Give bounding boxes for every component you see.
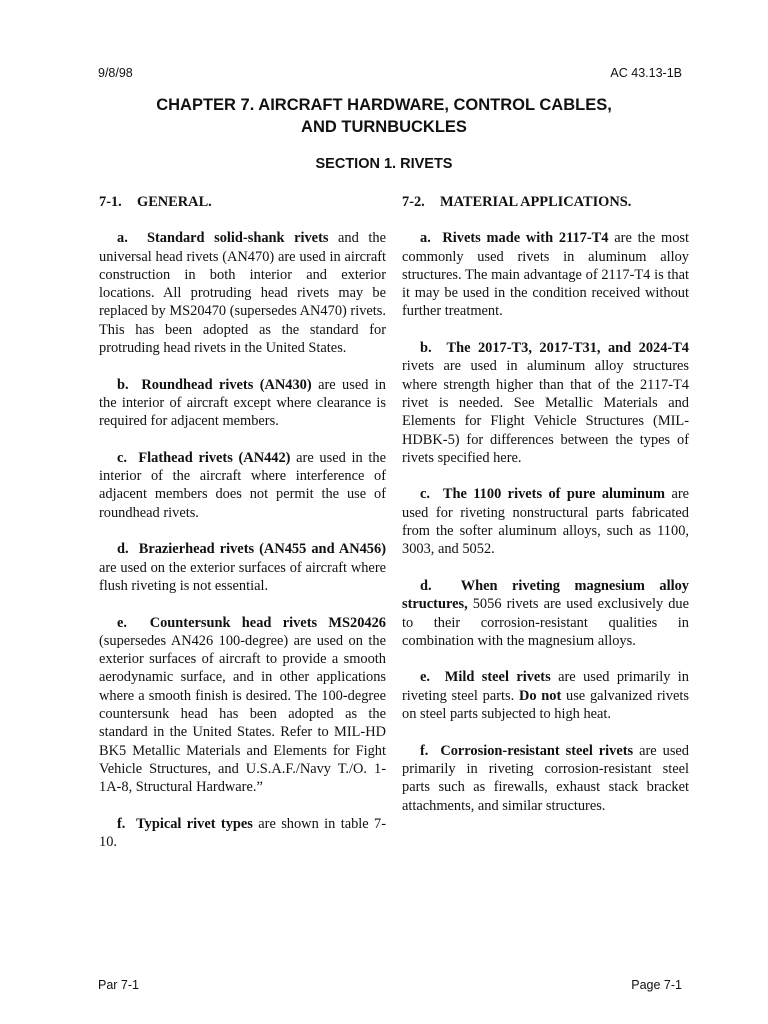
paragraph-bold-emphasis: Do not xyxy=(518,687,562,704)
header-date: 9/8/98 xyxy=(98,66,133,80)
paragraph-text: rivets are used in aluminum alloy structures where strength higher than that of the 2117-T4 rivet is needed. See Metallic Materials and Elements for Flight Vehicle Structures (MIL-HDBK-5) for differences between the types of rivets specified here. xyxy=(402,358,689,466)
heading-number: 7-2. xyxy=(402,194,425,210)
paragraph-bold-lead: Roundhead rivets (AN430) xyxy=(141,376,312,393)
heading-text: MATERIAL APPLICATIONS. xyxy=(440,194,632,210)
paragraph-text: are used in the interior of the aircraft where interference of adjacent members does not permit the use of roundhead rivets. xyxy=(99,449,386,521)
paragraph-text: (supersedes AN426 100-degree) are used on the exterior surfaces of aircraft to provide a smooth aerodynamic surface, and in other applications where a smooth finish is desired. The 100-degree countersunk head has been adopted as the standard in the United States. Refer to MIL-HD BK5 Metallic Materials and Elements for Fight Vehicle Structures, and U.S.A.F./Navy T./O. 1-1A-8, Structural Hardware.” xyxy=(99,632,386,796)
paragraph-label: b. xyxy=(420,340,432,357)
right-column xyxy=(402,193,689,833)
section-title: SECTION 1. RIVETS xyxy=(315,156,453,172)
left-column xyxy=(99,193,386,870)
paragraph-7-2-d xyxy=(402,577,689,650)
paragraph-label: f. xyxy=(117,815,126,832)
paragraph-text: are the most commonly used rivets in aluminum alloy structures. The main advantage of 2117-T4 is that it may be used in the condition received without further treatment. xyxy=(402,230,689,320)
paragraph-bold-lead: Rivets made with 2117-T4 xyxy=(442,230,609,247)
paragraph-7-1-c xyxy=(99,449,386,522)
paragraph-7-1-e xyxy=(99,614,386,797)
paragraph-7-1-d xyxy=(99,540,386,595)
paragraph-7-2-c xyxy=(402,485,689,558)
section-heading-7-2 xyxy=(402,193,689,211)
paragraph-bold-lead: The 1100 rivets of pure aluminum xyxy=(442,486,666,503)
paragraph-text: are used on the exterior surfaces of aircraft where flush riveting is not essential. xyxy=(99,559,386,594)
chapter-title-line-1: CHAPTER 7. AIRCRAFT HARDWARE, CONTROL CABLES, xyxy=(156,96,612,114)
paragraph-text: are used primarily in riveting steel parts. xyxy=(402,669,689,704)
paragraph-7-1-b xyxy=(99,376,386,431)
paragraph-text-continued: use galvanized rivets on steel parts subjected to high heat. xyxy=(402,687,689,723)
paragraph-bold-lead: Standard solid-shank rivets xyxy=(146,230,329,247)
chapter-title-line-2: AND TURNBUCKLES xyxy=(301,118,467,136)
paragraph-label: e. xyxy=(420,669,430,686)
paragraph-7-2-b xyxy=(402,339,689,467)
paragraph-bold-lead: Countersunk head rivets MS20426 xyxy=(149,614,386,631)
chapter-title xyxy=(0,94,768,138)
section-heading-7-1 xyxy=(99,193,386,211)
paragraph-text: are shown in table 7-10. xyxy=(99,815,387,851)
paragraph-7-1-f xyxy=(99,815,386,852)
paragraph-label: d. xyxy=(117,541,129,558)
paragraph-text: are used in the interior of aircraft except where clearance is required for adjacent members. xyxy=(99,376,386,430)
paragraph-7-2-e xyxy=(402,668,689,723)
footer-paragraph-ref: Par 7-1 xyxy=(98,978,139,992)
heading-text: GENERAL. xyxy=(137,194,212,210)
paragraph-bold-lead: Mild steel rivets xyxy=(444,669,551,686)
paragraph-bold-lead: Corrosion-resistant steel rivets xyxy=(440,742,634,759)
paragraph-7-2-a xyxy=(402,229,689,320)
paragraph-bold-lead: When riveting magnesium alloy structures, xyxy=(402,577,689,613)
paragraph-text: 5056 rivets are used exclusively due to their corrosion-resistant qualities in combination with the magnesium alloys. xyxy=(402,596,689,649)
paragraph-text: are used primarily in riveting corrosion-resistant steel parts such as firewalls, exhaust stack bracket attachments, and similar structures. xyxy=(402,742,689,814)
paragraph-bold-lead: Brazierhead rivets (AN455 and AN456) xyxy=(138,541,386,558)
paragraph-label: c. xyxy=(420,486,430,503)
paragraph-bold-lead: Flathead rivets (AN442) xyxy=(138,449,291,466)
paragraph-bold-lead: Typical rivet types xyxy=(136,815,253,832)
paragraph-label: a. xyxy=(117,230,128,247)
paragraph-text: are used for riveting nonstructural parts fabricated from the softer aluminum alloys, such as 1100, 3003, and 5052. xyxy=(402,486,690,558)
paragraph-7-1-a xyxy=(99,229,386,357)
paragraph-label: a. xyxy=(420,230,431,247)
footer-page-number: Page 7-1 xyxy=(631,978,682,992)
paragraph-label: c. xyxy=(117,449,127,466)
paragraph-label: e. xyxy=(117,614,127,631)
paragraph-7-2-f xyxy=(402,742,689,815)
heading-number: 7-1. xyxy=(99,194,122,210)
paragraph-label: b. xyxy=(117,376,129,393)
paragraph-text: and the universal head rivets (AN470) are used in aircraft construction in both interior and exterior locations. All protruding head rivets may be replaced by MS20470 (supersedes AN470) rivets. This has been adopted as the standard for protruding head rivets in the United States. xyxy=(99,230,386,357)
paragraph-label: f. xyxy=(420,742,429,759)
paragraph-label: d. xyxy=(420,577,432,594)
header-doc-id: AC 43.13-1B xyxy=(610,66,682,80)
paragraph-bold-lead: The 2017-T3, 2017-T31, and 2024-T4 xyxy=(446,340,689,357)
